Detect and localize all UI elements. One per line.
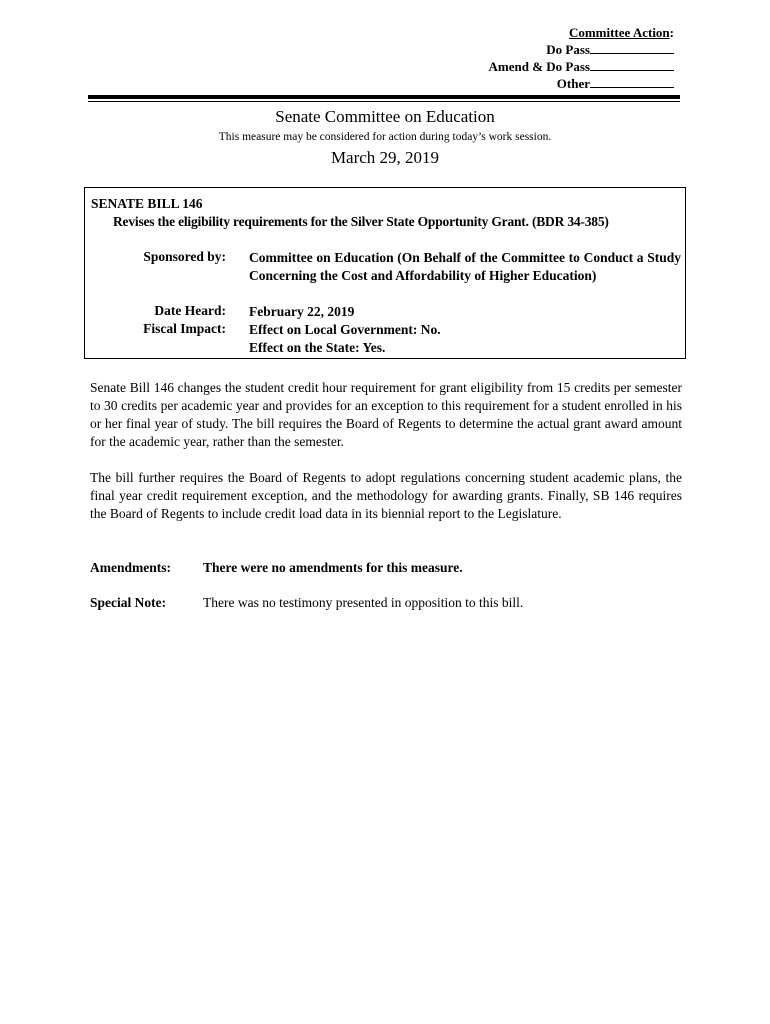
other-row: [489, 75, 674, 92]
header-rule-thick: [88, 95, 680, 99]
header-rule-thin: [88, 101, 680, 102]
committee-action-heading: [489, 24, 674, 41]
committee-action-colon: :: [669, 25, 674, 40]
special-note-text: There was no testimony presented in opposition to this bill.: [203, 595, 524, 610]
bill-summary-box: [84, 187, 686, 359]
committee-name: Senate Committee on Education: [275, 107, 495, 126]
do-pass-label: Do Pass: [546, 42, 590, 57]
do-pass-blank: [590, 42, 674, 54]
amend-do-pass-blank: [590, 59, 674, 71]
sponsored-by-label: Sponsored by:: [143, 249, 226, 264]
bill-number: SENATE BILL 146: [91, 196, 203, 211]
other-blank: [590, 76, 674, 88]
fiscal-impact-state: Effect on the State: Yes.: [249, 340, 386, 355]
amendments-text: There were no amendments for this measure.: [203, 560, 463, 575]
date-heard-value: February 22, 2019: [249, 304, 355, 319]
summary-paragraph-1: Senate Bill 146 changes the student credit hour requirement for grant eligibility from 15 credits per semester to 30 credits per academic year and provides for an exception to this requirement for a student enrolled in his or her final year of study. The bill requires the Board of Regents to determine the actual grant award amount for the academic year, rather than the semester.: [90, 380, 682, 449]
special-note-label: Special Note:: [90, 595, 167, 610]
amend-do-pass-label: Amend & Do Pass: [488, 59, 590, 74]
do-pass-row: [489, 41, 674, 58]
meeting-date: March 29, 2019: [330, 148, 440, 167]
committee-action-title: Committee Action: [568, 25, 670, 40]
amend-do-pass-row: [489, 58, 674, 75]
summary-paragraph-2: The bill further requires the Board of Regents to adopt regulations concerning student academic plans, the final year credit requirement exception, and the methodology for awarding grants. Finally, SB 146 requires the Board of Regents to include credit load data in its biennial report to the Legislature.: [90, 470, 682, 521]
other-label: Other: [556, 76, 590, 91]
sponsored-by-value: Committee on Education (On Behalf of the Committee to Conduct a Study Concerning the Cost and Affordability of Higher Education): [249, 250, 681, 283]
date-heard-label: Date Heard:: [154, 303, 226, 318]
amendments-label: Amendments:: [90, 560, 171, 575]
work-session-notice: This measure may be considered for action during today’s work session.: [218, 131, 552, 143]
bill-description: Revises the eligibility requirements for the Silver State Opportunity Grant. (BDR 34-385): [113, 214, 609, 229]
fiscal-impact-label: Fiscal Impact:: [143, 321, 226, 336]
fiscal-impact-local: Effect on Local Government: No.: [249, 322, 441, 337]
committee-action-block: [489, 24, 674, 92]
